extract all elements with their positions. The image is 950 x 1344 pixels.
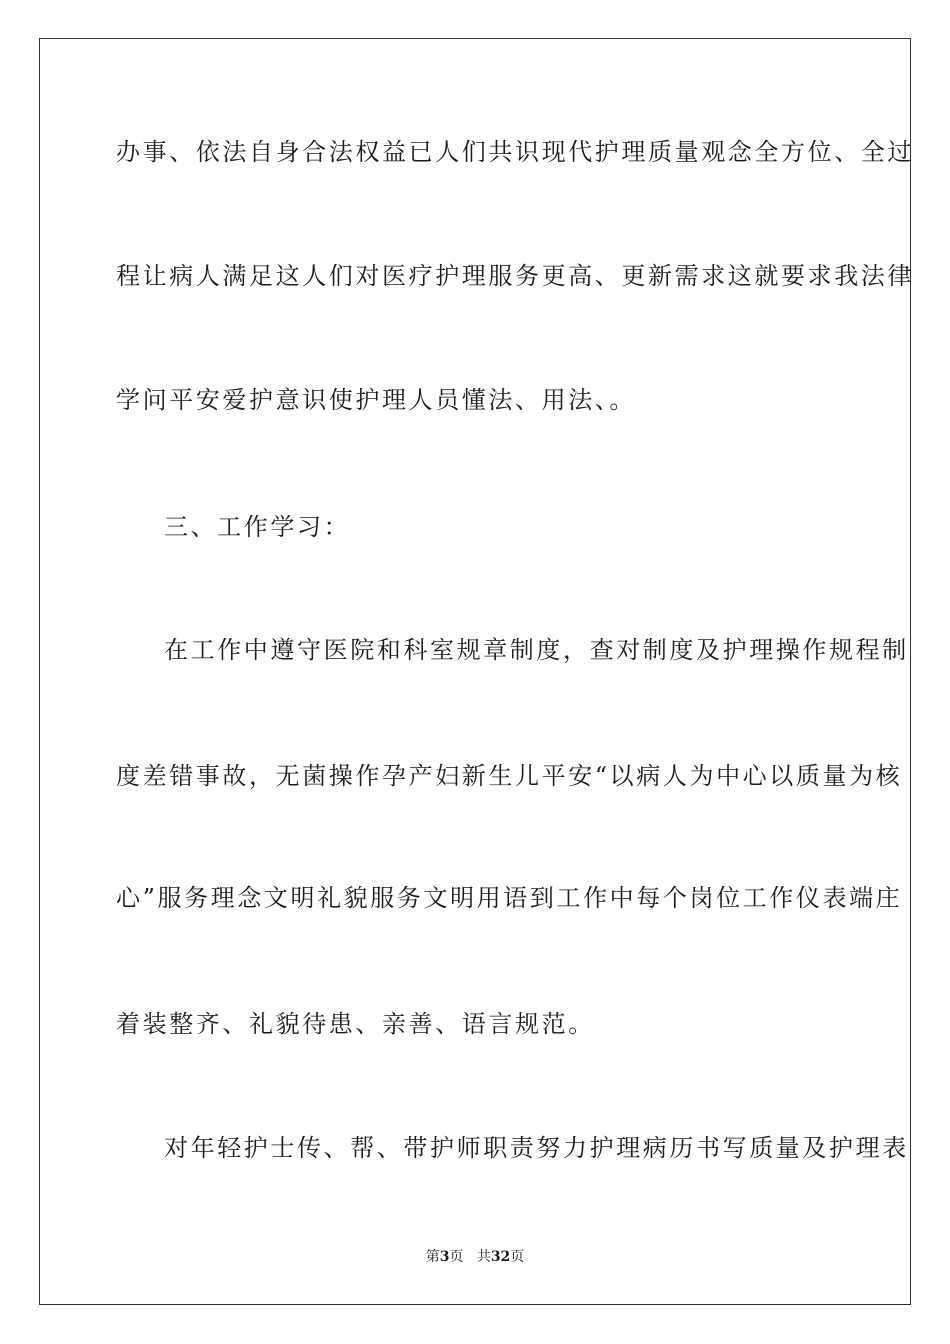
- body-text-line-7: 心”服务理念文明礼貌服务文明用语到工作中每个岗位工作仪表端庄: [116, 884, 903, 912]
- body-text-line-3: 学问平安爱护意识使护理人员懂法、用法、。: [116, 386, 636, 414]
- body-text-line-5: 在工作中遵守医院和科室规章制度，查对制度及护理操作规程制: [164, 636, 909, 664]
- footer-total-suffix: 页: [510, 1249, 525, 1265]
- section-heading: 三、工作学习：: [164, 513, 351, 541]
- footer-page-number: 3: [439, 1249, 450, 1265]
- page-border: [39, 38, 914, 1305]
- footer-total-prefix: 共: [476, 1249, 491, 1265]
- footer-page-prefix: 第: [425, 1249, 440, 1265]
- body-text-line-8: 着装整齐、礼貌待患、亲善、语言规范。: [116, 1010, 595, 1038]
- body-text-line-1: 办事、依法自身合法权益已人们共识现代护理质量观念全方位、全过: [116, 138, 914, 166]
- body-text-line-6: 度差错事故，无菌操作孕产妇新生儿平安“以病人为中心以质量为核: [116, 762, 903, 790]
- footer-total-pages: 32: [490, 1249, 511, 1265]
- body-text-line-9: 对年轻护士传、帮、带护师职责努力护理病历书写质量及护理表: [164, 1134, 909, 1162]
- body-text-line-2: 程让病人满足这人们对医疗护理服务更高、更新需求这就要求我法律: [116, 262, 914, 290]
- page-footer: [0, 1247, 950, 1267]
- footer-page-suffix: 页: [449, 1249, 464, 1265]
